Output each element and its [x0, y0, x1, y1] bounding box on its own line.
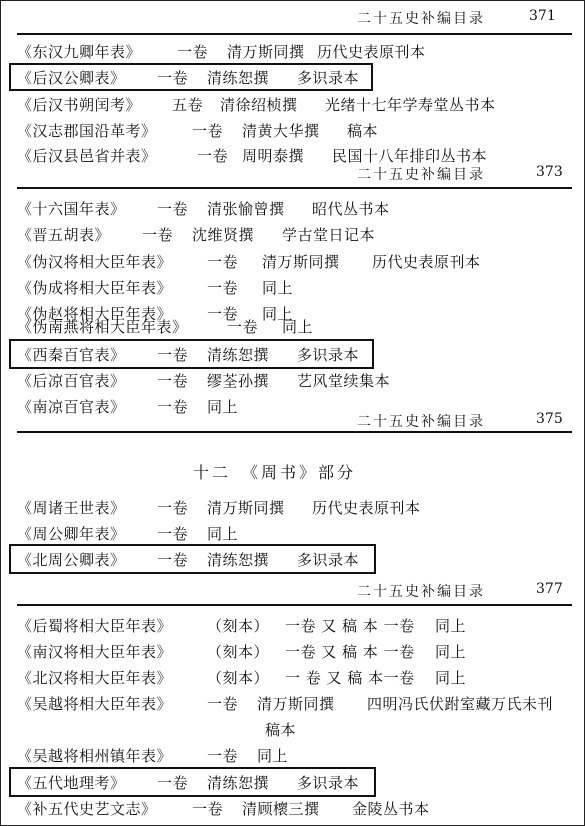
entry-volumes: 一卷: [207, 305, 239, 323]
entry-title: 《周公卿年表》: [17, 525, 126, 543]
catalog-entry: [17, 745, 288, 766]
catalog-entry: [17, 549, 359, 570]
entry-title: 《吴越将相州镇年表》: [17, 747, 173, 765]
catalog-entry: [17, 798, 430, 819]
entry-title: 《南凉百官表》: [17, 398, 126, 416]
catalog-entry: [17, 523, 238, 544]
entry-title: 《伪成将相大臣年表》: [17, 279, 173, 297]
entry-edition: 多识录本: [297, 774, 360, 792]
entry-edition: 历代史表原刊本: [372, 253, 481, 271]
catalog-entry: [17, 277, 293, 298]
entry-title: 《后汉县邑省并表》: [17, 147, 157, 165]
entry-author: 清练恕撰: [207, 69, 270, 87]
entry-volumes: 一卷: [207, 747, 239, 765]
entry-format: （刻本）: [207, 669, 270, 687]
catalog-entry: [17, 344, 359, 365]
entry-volumes: 一卷: [142, 226, 174, 244]
entry-volumes: 一卷: [207, 279, 239, 297]
header-rule: [17, 431, 572, 433]
catalog-entry-continuation: [265, 719, 296, 740]
entry-title: 《五代地理考》: [17, 774, 126, 792]
entry-author: 清顾櫰三撰: [242, 800, 320, 818]
entry-volumes: 一卷: [157, 346, 189, 364]
catalog-entry: [17, 615, 466, 636]
entry-title: 《晋五胡表》: [17, 226, 111, 244]
entry-volumes: 五卷: [172, 96, 204, 114]
header-rule: [17, 33, 572, 35]
entry-volumes: 一卷: [197, 147, 229, 165]
entry-volumes: 一卷: [177, 43, 209, 61]
entry-author: 周明泰撰: [242, 147, 305, 165]
entry-title: 《后蜀将相大臣年表》: [17, 617, 173, 635]
entry-edition: 同上: [435, 669, 467, 687]
entry-edition: 金陵丛书本: [352, 800, 430, 818]
entry-volumes: 一 卷 又 稿 本一卷: [285, 669, 415, 687]
entry-author: 同上: [282, 318, 314, 336]
catalog-entry: [17, 94, 496, 115]
entry-author: 清练恕撰: [207, 774, 270, 792]
entry-volumes: 一卷: [157, 499, 189, 517]
catalog-entry: [17, 198, 390, 219]
running-header: 二十五史补编目录: [357, 11, 485, 27]
entry-title: 《周诸王世表》: [17, 499, 126, 517]
entry-edition: 昭代丛书本: [312, 200, 390, 218]
entry-author: 清万斯同撰: [257, 695, 335, 713]
entry-format: （刻本）: [207, 617, 270, 635]
entry-author: 清万斯同撰: [227, 43, 305, 61]
entry-title: 《汉志郡国沿革考》: [17, 122, 157, 140]
entry-title: 《北周公卿表》: [17, 551, 126, 569]
entry-volumes: 一卷: [227, 318, 259, 336]
entry-volumes: 一卷: [157, 398, 189, 416]
entry-edition: 同上: [435, 643, 467, 661]
entry-edition: 学古堂日记本: [282, 226, 376, 244]
entry-edition-continued: 稿本: [265, 721, 297, 739]
catalog-entry: [17, 693, 553, 714]
entry-author: 清练恕撰: [207, 346, 270, 364]
entry-edition: 多识录本: [297, 551, 360, 569]
catalog-entry: [17, 67, 359, 88]
entry-volumes: 一卷: [192, 122, 224, 140]
entry-author: 同上: [262, 305, 294, 323]
catalog-entry: [17, 316, 313, 337]
page-number: 371: [529, 8, 556, 24]
entry-volumes: 一卷 又 稿 本 一卷: [285, 643, 415, 661]
entry-edition: 多识录本: [297, 69, 360, 87]
cut-off-row: [1, 396, 584, 416]
entry-format: （刻本）: [207, 643, 270, 661]
entry-volumes: 一卷 又 稿 本 一卷: [285, 617, 415, 635]
page-number: 373: [536, 164, 563, 180]
entry-edition: 艺风堂续集本: [297, 372, 391, 390]
entry-volumes: 一卷: [207, 695, 239, 713]
entry-title: 《十六国年表》: [17, 200, 126, 218]
catalog-entry: [17, 396, 238, 417]
entry-title: 《补五代史艺文志》: [17, 800, 157, 818]
entry-author: 同上: [262, 279, 294, 297]
running-header: 二十五史补编目录: [357, 584, 485, 600]
entry-author: 同上: [207, 525, 239, 543]
entry-volumes: 一卷: [157, 200, 189, 218]
entry-author: 同上: [257, 747, 289, 765]
entry-edition: 多识录本: [297, 346, 360, 364]
catalog-entry: [17, 641, 466, 662]
catalog-entry: [17, 497, 421, 518]
entry-author: 清万斯同撰: [207, 499, 285, 517]
catalog-entry: [17, 667, 466, 688]
entry-volumes: 一卷: [157, 525, 189, 543]
entry-author: 缪荃孙撰: [207, 372, 270, 390]
entry-title: 《北汉将相大臣年表》: [17, 669, 173, 687]
entry-author: 清徐绍桢撰: [220, 96, 298, 114]
entry-edition: 四明冯氏伏跗室藏万氏未刊: [367, 695, 554, 713]
entry-author: 沈维贤撰: [192, 226, 255, 244]
entry-edition: 同上: [435, 617, 467, 635]
catalog-entry: [17, 41, 426, 62]
entry-edition: 民国十八年排印丛书本: [332, 147, 488, 165]
entry-author: 清万斯同撰: [262, 253, 340, 271]
entry-volumes: 一卷: [207, 253, 239, 271]
entry-title: 《吴越将相大臣年表》: [17, 695, 173, 713]
cut-off-row: [1, 303, 584, 323]
entry-title: 《后凉百官表》: [17, 372, 126, 390]
page-number: 377: [536, 581, 563, 597]
cut-off-row: [1, 145, 584, 165]
entry-edition: 稿本: [347, 122, 379, 140]
page-number: 375: [536, 411, 563, 427]
entry-author: 清练恕撰: [207, 551, 270, 569]
entry-volumes: 一卷: [157, 551, 189, 569]
entry-title: 《伪汉将相大臣年表》: [17, 253, 173, 271]
catalog-entry: [17, 772, 359, 793]
running-header: 二十五史补编目录: [357, 414, 485, 430]
entry-volumes: 一卷: [157, 372, 189, 390]
entry-author: 同上: [207, 398, 239, 416]
header-rule: [17, 604, 572, 606]
entry-title: 《后汉公卿表》: [17, 69, 126, 87]
entry-edition: 光绪十七年学寿堂丛书本: [325, 96, 496, 114]
entry-title: 《东汉九卿年表》: [17, 43, 142, 61]
running-header: 二十五史补编目录: [357, 167, 485, 183]
header-rule: [17, 187, 572, 189]
entry-title: 《南汉将相大臣年表》: [17, 643, 173, 661]
entry-volumes: 一卷: [192, 800, 224, 818]
entry-edition: 历代史表原刊本: [312, 499, 421, 517]
entry-volumes: 一卷: [157, 774, 189, 792]
entry-author: 清张愉曾撰: [207, 200, 285, 218]
entry-volumes: 一卷: [157, 69, 189, 87]
entry-title: 《西秦百官表》: [17, 346, 126, 364]
entry-title: 《伪南燕将相大臣年表》: [17, 318, 188, 336]
entry-title: 《后汉书朔闰考》: [17, 96, 142, 114]
catalog-entry: [17, 370, 390, 391]
entry-edition: 历代史表原刊本: [317, 43, 426, 61]
catalog-entry: [17, 251, 481, 272]
entry-author: 清黄大华撰: [242, 122, 320, 140]
catalog-entry: [17, 120, 378, 141]
entry-title: 《伪赵将相大臣年表》: [17, 305, 173, 323]
section-title: 十二 《周书》部分: [193, 463, 357, 482]
catalog-entry: [17, 145, 487, 166]
catalog-entry: [17, 224, 375, 245]
